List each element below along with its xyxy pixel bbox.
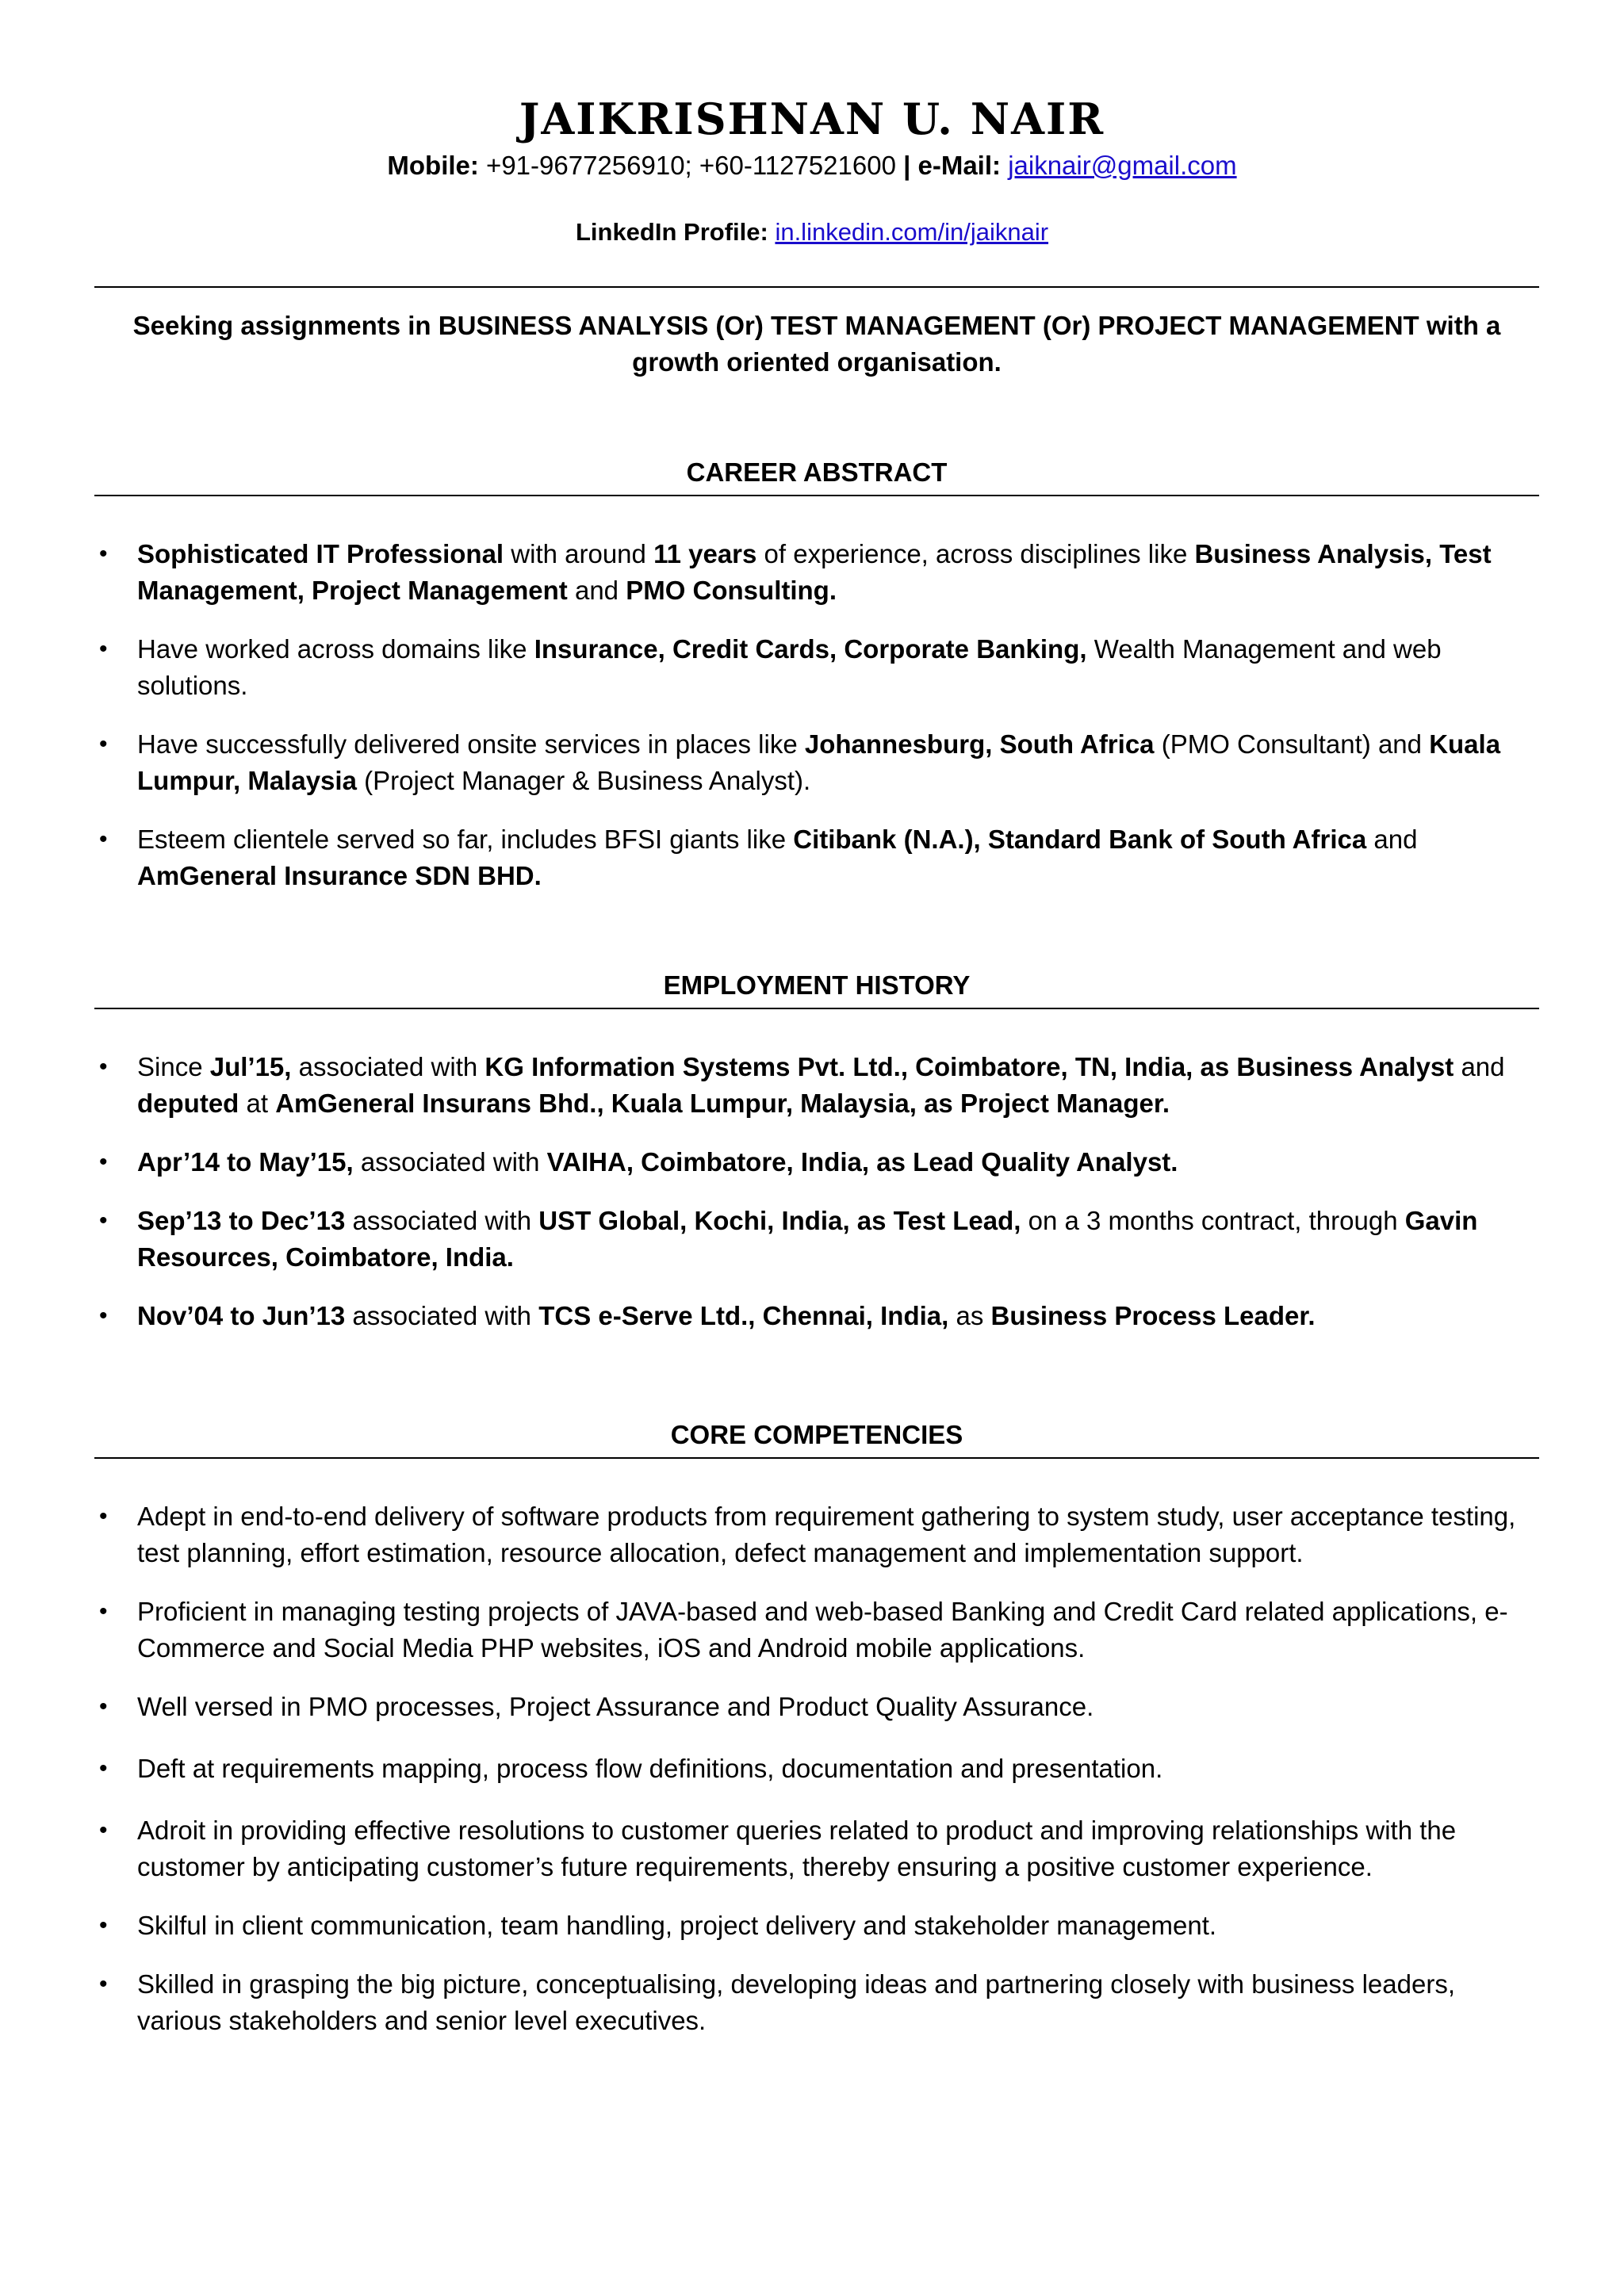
- bold-text: AmGeneral Insurans Bhd., Kuala Lumpur, Malaysia, as Project Manager.: [275, 1089, 1170, 1118]
- text: and: [567, 576, 626, 605]
- candidate-name: JAIKRISHNAN U. NAIR: [519, 94, 1105, 144]
- bold-text: 11 years: [653, 539, 757, 568]
- text: Proficient in managing testing projects of JAVA-based and web-based Banking and Credit Card related applications, e-Commerce and Social Media PHP websites, iOS and Android mobile applications.: [137, 1597, 1508, 1663]
- list-item: [94, 1498, 1539, 1571]
- career-abstract-list: [94, 536, 1539, 894]
- list-item: [94, 1594, 1539, 1667]
- text: (PMO Consultant) and: [1154, 729, 1430, 759]
- bullet-icon: •: [99, 1971, 108, 1997]
- bullet-icon: •: [99, 1503, 108, 1529]
- employment-history-list: [94, 1049, 1539, 1334]
- bold-text: KG Information Systems Pvt. Ltd., Coimbatore, TN, India, as Business Analyst: [485, 1052, 1454, 1081]
- text: Since: [137, 1052, 210, 1081]
- text: Have successfully delivered onsite services in places like: [137, 729, 805, 759]
- bold-text: UST Global, Kochi, India, as Test Lead,: [538, 1206, 1021, 1235]
- bullet-icon: •: [99, 1207, 108, 1234]
- text: associated with: [291, 1052, 485, 1081]
- bullet-icon: •: [99, 826, 108, 852]
- text: and: [1454, 1052, 1505, 1081]
- contact-line: [0, 151, 1624, 181]
- mobile-value: +91-9677256910; +60-1127521600: [478, 151, 904, 180]
- section-divider-career-abstract: [94, 495, 1539, 496]
- text: Wealth Management and web solutions.: [137, 634, 1442, 700]
- bullet-icon: •: [99, 1817, 108, 1843]
- bullet-icon: •: [99, 1755, 108, 1781]
- text: at: [239, 1089, 276, 1118]
- text: associated with: [345, 1206, 539, 1235]
- bold-text: Business Analysis, Test Management, Project Management: [137, 539, 1492, 605]
- bold-text: AmGeneral Insurance SDN BHD.: [137, 861, 542, 890]
- bold-text: Apr’14 to May’15,: [137, 1147, 354, 1177]
- career-objective: Seeking assignments in BUSINESS ANALYSIS (Or) TEST MANAGEMENT (Or) PROJECT MANAGEMENT with a growth oriented organisation.: [132, 311, 1501, 377]
- bold-text: Business Process Leader.: [990, 1301, 1316, 1330]
- list-item: [94, 1203, 1539, 1276]
- text: with around: [504, 539, 654, 568]
- bold-text: Insurance, Credit Cards, Corporate Banking,: [534, 634, 1087, 664]
- text: associated with: [345, 1301, 539, 1330]
- bold-text: Citibank (N.A.), Standard Bank of South Africa: [793, 825, 1367, 854]
- text: of experience, across disciplines like: [756, 539, 1195, 568]
- list-item: [94, 536, 1539, 609]
- bold-text: PMO Consulting.: [626, 576, 837, 605]
- section-title-core-competencies: CORE COMPETENCIES: [670, 1420, 963, 1449]
- list-item: [94, 1689, 1539, 1725]
- bold-text: Kuala Lumpur, Malaysia: [137, 729, 1501, 795]
- text: Esteem clientele served so far, includes BFSI giants like: [137, 825, 794, 854]
- list-item: [94, 631, 1539, 704]
- bold-text: Gavin Resources, Coimbatore, India.: [137, 1206, 1478, 1272]
- email-link[interactable]: jaiknair@gmail.com: [1008, 151, 1237, 180]
- bold-text: TCS e-Serve Ltd., Chennai, India,: [538, 1301, 949, 1330]
- text: Well versed in PMO processes, Project Assurance and Product Quality Assurance.: [137, 1692, 1094, 1721]
- header-divider: [94, 286, 1539, 288]
- bold-text: Nov’04 to Jun’13: [137, 1301, 346, 1330]
- list-item: [94, 726, 1539, 799]
- text: (Project Manager & Business Analyst).: [356, 766, 811, 795]
- bullet-icon: •: [99, 1149, 108, 1175]
- text: on a 3 months contract, through: [1021, 1206, 1405, 1235]
- bold-text: deputed: [137, 1089, 239, 1118]
- section-title-employment-history: EMPLOYMENT HISTORY: [663, 970, 971, 1000]
- bold-text: Sophisticated IT Professional: [137, 539, 504, 568]
- linkedin-line: [0, 218, 1624, 247]
- section-title-career-abstract: CAREER ABSTRACT: [686, 457, 948, 487]
- bold-text: Johannesburg, South Africa: [804, 729, 1155, 759]
- bullet-icon: •: [99, 1054, 108, 1080]
- text: Adept in end-to-end delivery of software products from requirement gathering to system study, user acceptance testing, test planning, effort estimation, resource allocation, defect management and implementation support.: [137, 1502, 1516, 1567]
- mobile-label: Mobile:: [387, 151, 479, 180]
- text: Skilful in client communication, team handling, project delivery and stakeholder management.: [137, 1911, 1217, 1940]
- linkedin-label: LinkedIn Profile:: [575, 218, 768, 246]
- bullet-icon: •: [99, 541, 108, 567]
- list-item: [94, 821, 1539, 894]
- list-item: [94, 1144, 1539, 1181]
- bold-text: Sep’13 to Dec’13: [137, 1206, 346, 1235]
- core-competencies-list: [94, 1498, 1539, 2039]
- linkedin-link[interactable]: in.linkedin.com/in/jaiknair: [775, 218, 1049, 246]
- section-divider-core-competencies: [94, 1457, 1539, 1459]
- bullet-icon: •: [99, 731, 108, 757]
- list-item: [94, 1298, 1539, 1334]
- text: Have worked across domains like: [137, 634, 534, 664]
- text: associated with: [353, 1147, 547, 1177]
- bold-text: Jul’15,: [209, 1052, 292, 1081]
- list-item: [94, 1812, 1539, 1885]
- bullet-icon: •: [99, 1693, 108, 1720]
- bullet-icon: •: [99, 636, 108, 662]
- bullet-icon: •: [99, 1598, 108, 1624]
- bullet-icon: •: [99, 1303, 108, 1329]
- text: Deft at requirements mapping, process flow definitions, documentation and presentation.: [137, 1754, 1163, 1783]
- section-divider-employment-history: [94, 1008, 1539, 1009]
- bold-text: VAIHA, Coimbatore, India, as Lead Quality Analyst.: [546, 1147, 1178, 1177]
- text: and: [1366, 825, 1418, 854]
- text: Skilled in grasping the big picture, conceptualising, developing ideas and partnering closely with business leaders, various stakeholders and senior level executives.: [137, 1969, 1456, 2035]
- bullet-icon: •: [99, 1912, 108, 1938]
- contact-separator: |: [903, 151, 911, 180]
- list-item: [94, 1966, 1539, 2039]
- text: Adroit in providing effective resolutions to customer queries related to product and improving relationships with the customer by anticipating customer’s future requirements, thereby ensuring a positive customer experience.: [137, 1816, 1457, 1881]
- list-item: [94, 1908, 1539, 1944]
- email-label: e-Mail:: [910, 151, 1002, 180]
- text: as: [948, 1301, 991, 1330]
- list-item: [94, 1751, 1539, 1787]
- list-item: [94, 1049, 1539, 1122]
